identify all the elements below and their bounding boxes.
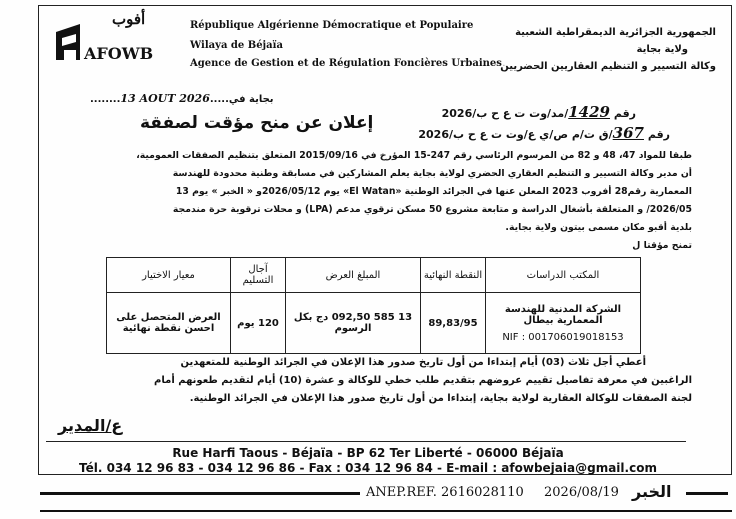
- reference-2: [418, 124, 670, 142]
- results-table: [106, 257, 641, 354]
- footer-contact: Tél. 034 12 96 83 - 034 12 96 86 - Fax : 034 12 96 84 - E-mail : afowbejaia@gmail.com: [79, 461, 657, 475]
- anep-bar-left: [40, 492, 360, 495]
- anep-reference: ANEP.REF. 2616028110: [366, 485, 524, 500]
- table-row: [107, 293, 641, 354]
- th-criterion: معيار الاختيار: [107, 258, 231, 293]
- td-criterion: العرض المتحصل على احسن نقطة نهائية: [107, 293, 231, 354]
- header-ar-wilaya: ولاية بجاية: [636, 44, 688, 55]
- date-line: ........13 AOUT 2026.....بجاية في: [90, 92, 274, 105]
- header-ar-agency: وكالة التسيير و التنظيم العقاريين الحضريين: [500, 61, 716, 72]
- office-nif: NIF : 001706019018153: [502, 331, 624, 343]
- body-line-2: أن مدير وكالة التسيير و التنظيم العقاري الحضري لولاية بجاية يعلم المشاركين في مسابقة وطنية محدودة للهندسة: [172, 168, 692, 179]
- th-amount: المبلغ العرض: [286, 258, 421, 293]
- header-fr-wilaya: Wilaya de Béjaïa: [190, 40, 283, 51]
- ref1-number: 1429: [568, 103, 610, 121]
- header-ar-republic: الجمهورية الجزائرية الديمقراطية الشعبية: [515, 27, 716, 38]
- td-office: [486, 293, 641, 354]
- table-header-row: [107, 258, 641, 293]
- ref2-prefix: رقم: [647, 128, 670, 141]
- announcement-title: إعلان عن منح مؤقت لصفقة: [140, 113, 374, 133]
- ref1-prefix: رقم: [613, 107, 636, 120]
- announcement-frame: [38, 5, 732, 475]
- office-name: الشركة المدنية للهندسة المعمارية بيطال: [504, 303, 622, 326]
- ref2-number: 367: [612, 124, 644, 142]
- logo-arabic-text: أفوب: [112, 10, 146, 28]
- body-line-5: بلدية أقبو مكان مسمى بيتون ولاية بجاية.: [505, 222, 692, 233]
- logo-latin-text: AFOWB: [84, 44, 154, 63]
- ref2-suffix: /ق ت/م ص/ي ع/وت ت ع ح ب/2026: [418, 128, 613, 141]
- th-delay: آجال التسليم: [231, 258, 286, 293]
- newspaper-name: الخبر: [632, 482, 672, 501]
- td-delay: 120 يوم: [231, 293, 286, 354]
- td-amount: 13 585 092,50 دج بكل الرسوم: [286, 293, 421, 354]
- publication-date: 2026/08/19: [544, 485, 619, 500]
- grant-label: تمنح مؤقتا ل: [632, 240, 692, 251]
- footer-address: Rue Harfi Taous - Béjaïa - BP 62 Ter Liberté - 06000 Béjaïa: [172, 446, 564, 460]
- anep-bar-right: [686, 492, 728, 495]
- td-score: 89,83/95: [421, 293, 486, 354]
- ref1-suffix: /مد/وت ت ع ح ب/2026: [441, 107, 569, 120]
- reference-1: [442, 103, 636, 121]
- date-prefix: بجاية في: [228, 94, 274, 105]
- footer-divider: [46, 441, 686, 442]
- notice-line-1: أعطي أجل ثلاث (03) أيام إبتداءا من أول تاريخ صدور هذا الإعلان في الجرائد الوطنية للمتعهدين: [180, 357, 646, 368]
- notice-line-3: لجنة الصفقات للوكالة العقارية لولاية بجاية، إبتداءا من أول تاريخ صدور هذا الإعلان في الجرائد الوطنية.: [189, 393, 692, 404]
- body-line-1: طبقا للمواد 47، 48 و 82 من المرسوم الرئاسي رقم 247-15 المؤرخ في 2015/09/16 المتعلق بتنظيم الصفقات العمومية،: [136, 150, 692, 161]
- header-fr-agency: Agence de Gestion et de Régulation Foncières Urbaines: [190, 58, 502, 69]
- th-score: النقطة النهائية: [421, 258, 486, 293]
- header-fr-republic: République Algérienne Démocratique et Populaire: [190, 20, 474, 31]
- body-line-4: 2026/05/ و المتعلقة بأشغال الدراسة و متابعة مشروع 50 مسكن ترقوي مدعم (LPA) و محلات ترقوية حرة مندمجة: [172, 204, 692, 215]
- th-office: المكتب الدراسات: [486, 258, 641, 293]
- issue-date: 13 AOUT 2026: [120, 92, 210, 105]
- notice-line-2: الراغبين في معرفة تفاصيل تقييم عروضهم بتقديم طلب خطي للوكالة و عشرة (10) أيام لتقديم طعونهم أمام: [154, 375, 692, 386]
- director-signature: ع/المدير: [58, 416, 123, 435]
- bottom-rule: [40, 510, 732, 512]
- body-line-3: المعمارية رقم28 أفروب 2023 المعلن عنها في الجرائد الوطنية «El Watan» يوم 2026/05/12و « الخبر » يوم 13: [175, 186, 692, 197]
